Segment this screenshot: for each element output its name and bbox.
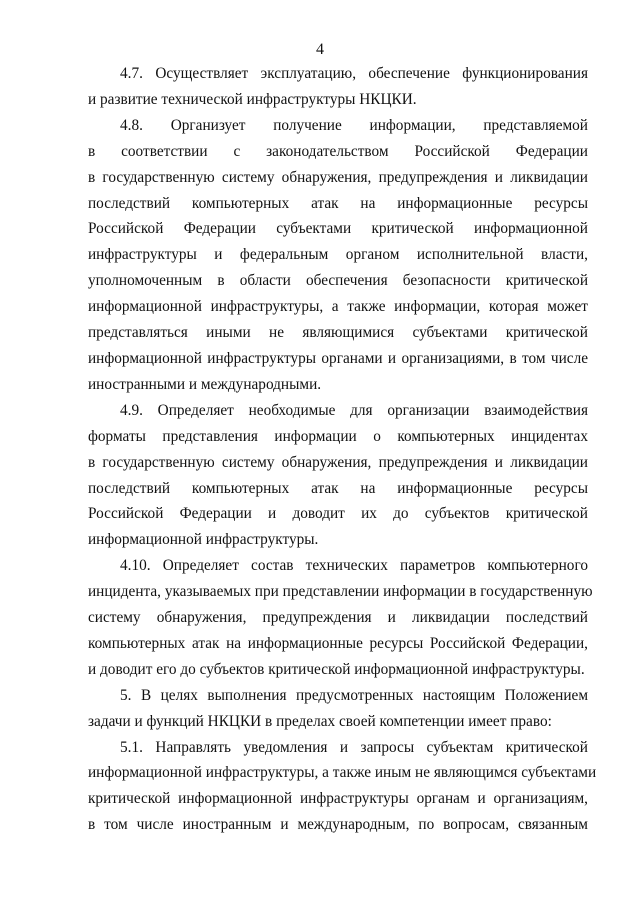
text-line: информационной инфраструктуры. xyxy=(88,531,319,549)
text-line: Российской Федерации и доводит их до субъектов критической xyxy=(88,505,588,523)
text-line: представляться иными не являющимися субъектами критической xyxy=(88,324,588,342)
text-line: Российской Федерации субъектами критической информационной xyxy=(88,220,588,238)
text-line: 4.9. Определяет необходимые для организации взаимодействия xyxy=(120,401,588,419)
text-line: в соответствии с законодательством Российской Федерации xyxy=(88,142,588,160)
text-line: задачи и функций НКЦКИ в пределах своей компетенции имеет право: xyxy=(88,712,552,730)
text-line: 4.10. Определяет состав технических параметров компьютерного xyxy=(120,557,588,575)
text-line: инцидента, указываемых при представлении информации в государственную xyxy=(88,583,593,601)
text-line: уполномоченным в области обеспечения безопасности критической xyxy=(88,272,588,290)
text-line: в государственную систему обнаружения, предупреждения и ликвидации xyxy=(88,168,588,186)
paragraph-clause-4-7 xyxy=(88,61,588,113)
text-line: в том числе иностранным и международным, по вопросам, связанным xyxy=(88,816,588,834)
text-line: информационной инфраструктуры, а также иным не являющимся субъектами xyxy=(88,764,597,782)
text-line: компьютерных атак на информационные ресурсы Российской Федерации, xyxy=(88,634,588,652)
paragraph-clause-5 xyxy=(88,683,588,735)
text-line: критической информационной инфраструктуры органам и организациям, xyxy=(88,790,588,808)
text-line: форматы представления информации о компьютерных инцидентах xyxy=(88,427,588,445)
paragraph-clause-4-9 xyxy=(88,398,588,553)
text-line: и развитие технической инфраструктуры НКЦКИ. xyxy=(88,90,417,108)
paragraph-clause-4-10 xyxy=(88,553,593,683)
text-line: инфраструктуры и федеральным органом исполнительной власти, xyxy=(88,246,588,264)
text-line: последствий компьютерных атак на информационные ресурсы xyxy=(88,194,588,212)
text-line: в государственную систему обнаружения, предупреждения и ликвидации xyxy=(88,453,588,471)
text-line: и доводит его до субъектов критической информационной инфраструктуры. xyxy=(88,660,585,678)
document-body xyxy=(88,61,597,838)
text-line: 5.1. Направлять уведомления и запросы субъектам критической xyxy=(120,738,588,756)
text-line: систему обнаружения, предупреждения и ликвидации последствий xyxy=(88,609,588,627)
text-line: 5. В целях выполнения предусмотренных настоящим Положением xyxy=(120,686,588,704)
paragraph-clause-4-8 xyxy=(88,113,588,398)
text-line: 4.7. Осуществляет эксплуатацию, обеспечение функционирования xyxy=(120,65,588,82)
text-line: последствий компьютерных атак на информационные ресурсы xyxy=(88,479,588,497)
text-line: 4.8. Организует получение информации, представляемой xyxy=(120,116,588,134)
text-line: информационной инфраструктуры, а также информации, которая может xyxy=(88,298,588,316)
page-number: 4 xyxy=(316,41,324,58)
text-line: иностранными и международными. xyxy=(88,375,322,393)
text-line: информационной инфраструктуры органами и организациями, в том числе xyxy=(88,349,588,367)
paragraph-clause-5-1 xyxy=(88,735,597,839)
